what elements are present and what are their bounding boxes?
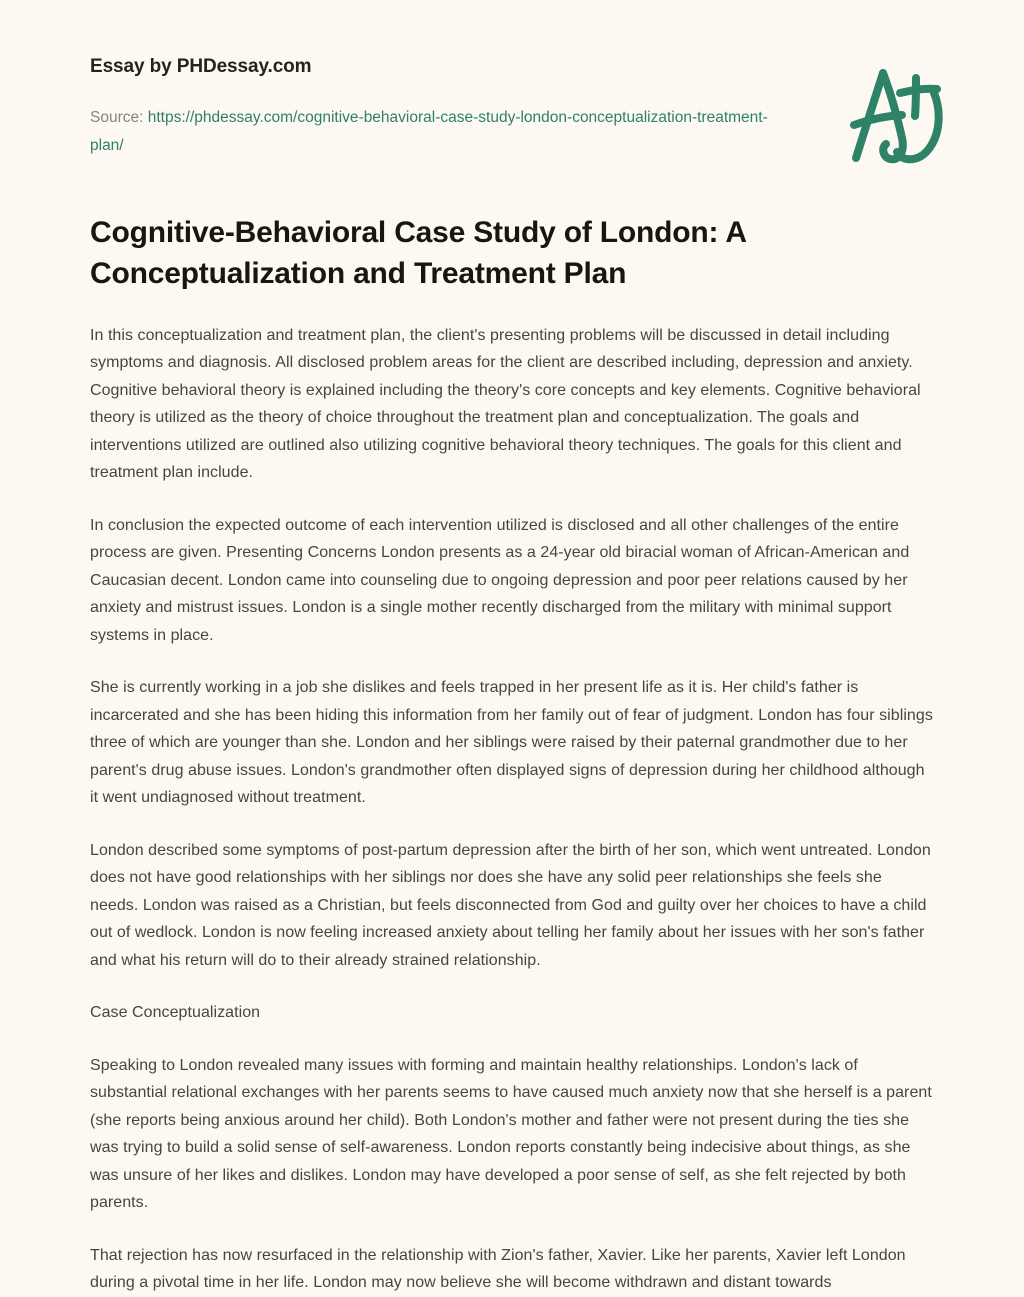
body-paragraph: She is currently working in a job she dislikes and feels trapped in her present life as it is. Her child's father is incarcerated and she has been hiding this information from her family out of fear of judgment. London has four siblings three of which are younger than she. London and her siblings were raised by their paternal grandmother due to her parent's drug abuse issues. London's grandmother often displayed signs of depression during her childhood although it went undiagnosed without treatment. xyxy=(90,679,933,807)
body-paragraph: London described some symptoms of post-partum depression after the birth of her son, which went untreated. London does not have good relationships with her siblings nor does she have any solid peer relationships she feels she needs. London was raised as a Christian, but feels disconnected from God and guilty over her choices to have a child out of wedlock. London is now feeling increased anxiety about telling her family about her issues with her son's father and what his return will do to their already strained relationship. xyxy=(90,841,931,969)
body-paragraph: That rejection has now resurfaced in the relationship with Zion's father, Xavier. Like her parents, Xavier left London during a pivotal time in her life. London may now believe she will become withdrawn and distant towards xyxy=(90,1246,906,1292)
brand-title: Essay by PHDessay.com xyxy=(90,56,312,77)
body-paragraph: Speaking to London revealed many issues with forming and maintain healthy relationships. London's lack of substantial relational exchanges with her parents seems to have caused much anxiety now that she herself is a parent (she reports being anxious around her child). Both London's mother and father were not present during the ties she was trying to build a solid sense of self-awareness. London reports constantly being indecisive about things, as she was unsure of her likes and dislikes. London may have developed a poor sense of self, as she felt rejected by both parents. xyxy=(90,1056,932,1212)
source-url-link[interactable]: https://phdessay.com/cognitive-behavioral-case-study-london-conceptualization-treatment-plan/ xyxy=(90,108,768,154)
body-paragraph: In conclusion the expected outcome of each intervention utilized is disclosed and all other challenges of the entire process are given. Presenting Concerns London presents as a 24-year old biracial woman of African-American and Caucasian decent. London came into counseling due to ongoing depression and poor peer relations caused by her anxiety and mistrust issues. London is a single mother recently discharged from the military with minimal support systems in place. xyxy=(90,516,910,644)
document-header xyxy=(0,0,1024,160)
section-heading-case-conceptualization: Case Conceptualization xyxy=(90,1004,261,1022)
document-body xyxy=(0,294,1024,1297)
a-plus-logo-icon xyxy=(842,62,952,172)
source-line xyxy=(90,104,790,160)
source-label: Source: xyxy=(90,108,144,126)
page-title: Cognitive-Behavioral Case Study of London: A Conceptualization and Treatment Plan xyxy=(90,215,746,290)
body-paragraph: In this conceptualization and treatment plan, the client's presenting problems will be discussed in detail including symptoms and diagnosis. All disclosed problem areas for the client are described including, depression and anxiety. Cognitive behavioral theory is explained including the theory's core concepts and key elements. Cognitive behavioral theory is utilized as the theory of choice throughout the treatment plan and conceptualization. The goals and interventions utilized are outlined also utilizing cognitive behavioral theory techniques. The goals for this client and treatment plan include. xyxy=(90,326,921,482)
